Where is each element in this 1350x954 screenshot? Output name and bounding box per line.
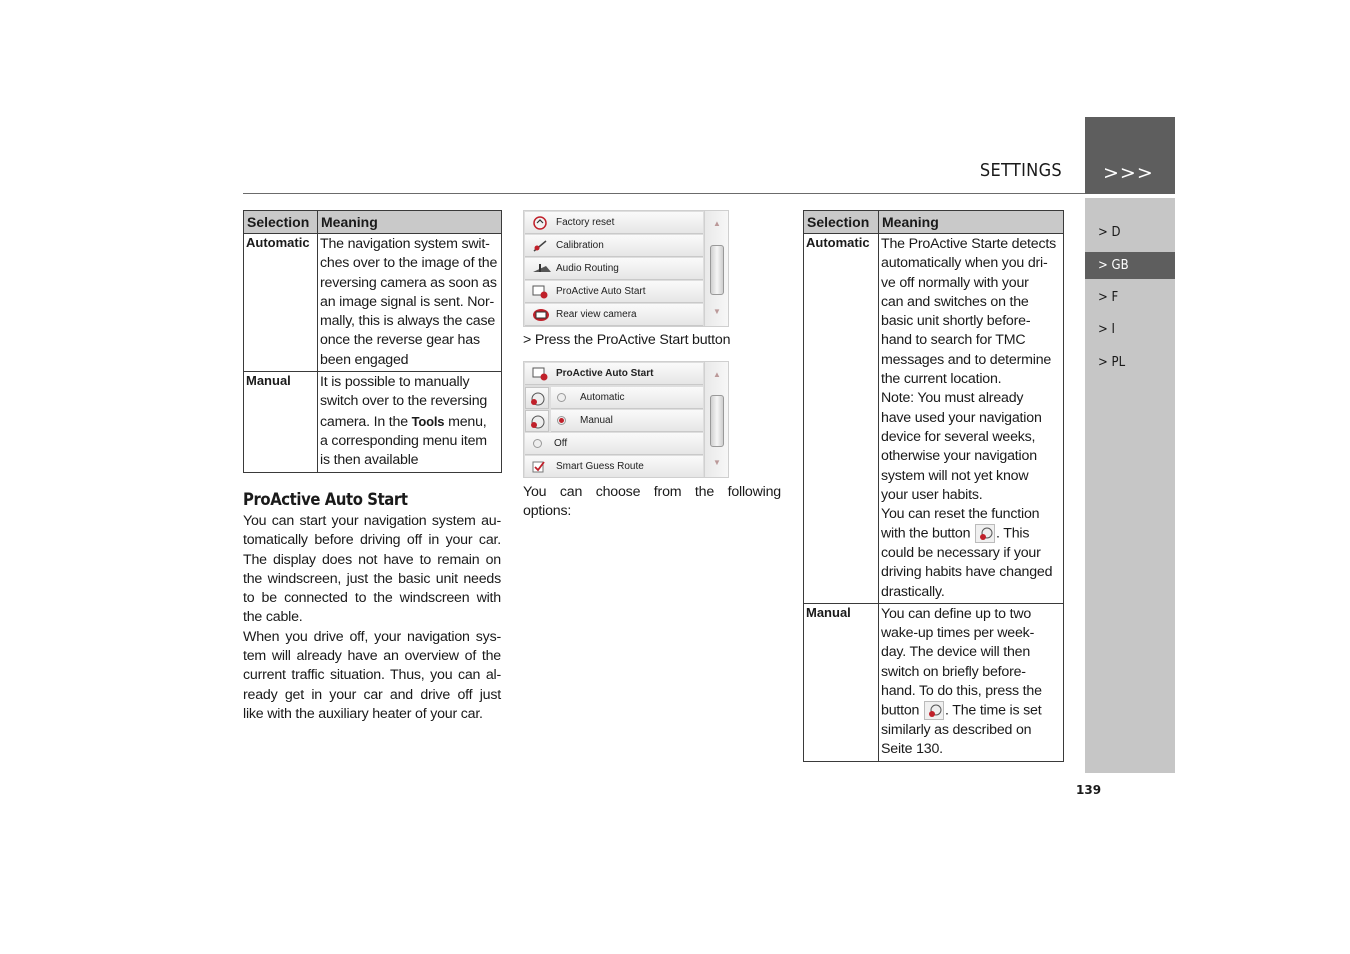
menu-rear-view-camera[interactable]: Rear view camera: [525, 304, 703, 326]
scroll-thumb[interactable]: [710, 245, 724, 295]
option-manual[interactable]: Manual: [551, 410, 703, 432]
checkbox-checked-icon[interactable]: [532, 460, 548, 474]
camera-selection-table: [243, 210, 502, 473]
factory-reset-icon: [532, 216, 548, 230]
options-scrollbar[interactable]: [704, 362, 728, 478]
next-arrows[interactable]: >>>: [1103, 162, 1154, 184]
wakeup-button-icon: [529, 413, 547, 431]
menu-scrollbar[interactable]: [704, 211, 728, 327]
col-header-meaning: Meaning: [318, 211, 502, 234]
row-meaning-manual: You can define up to two wake-up times per week- day. The device will then switch on briefly before- hand. To do this, press the button . The time is set similarly as described on Seite 130.: [879, 603, 1064, 761]
reset-button[interactable]: [525, 387, 549, 409]
proactive-start-icon: [532, 285, 548, 299]
rear-camera-icon: [532, 308, 548, 322]
section-body: You can start your navigation system au- tomatically before driving off in your car. The display does not have to remain on the windscreen, just the basic unit needs to be connected to the windscreen with the cable. When you drive off, your navigation sys- tem will already have an overview of the current traffic situation. Thus, you can al- ready get in your car and drive off just like with the auxiliary heater of your car.: [243, 513, 501, 722]
reset-button-icon: [975, 524, 995, 543]
col-header-meaning: Meaning: [879, 211, 1064, 234]
scroll-thumb[interactable]: [710, 395, 724, 447]
row-key-automatic: Automatic: [804, 234, 879, 604]
row-meaning-automatic: The ProActive Starte detects automatically when you dri- ve off normally with your can and switches on the basic unit shortly before- hand to search for TMC messages and to determine the current location. Note: You must already have used your navigation device for several weeks, otherwise your navigation system will not yet know your user habits. You can reset the function with the button . This could be necessary if your driving habits have changed drastically.: [879, 234, 1064, 604]
option-automatic[interactable]: Automatic: [551, 387, 703, 409]
wakeup-button[interactable]: [525, 410, 549, 432]
reset-button-icon: [529, 390, 547, 408]
proactive-title-bar: ProActive Auto Start: [525, 363, 703, 385]
menu-proactive-auto-start[interactable]: ProActive Auto Start: [525, 281, 703, 303]
lang-tab-d[interactable]: > D: [1098, 225, 1121, 240]
page-number: 139: [1076, 783, 1102, 797]
scroll-up-icon[interactable]: ▲: [713, 370, 721, 379]
option-off[interactable]: Off: [525, 433, 703, 455]
scroll-down-icon[interactable]: ▼: [713, 458, 721, 467]
lang-tab-f[interactable]: > F: [1098, 290, 1119, 305]
lang-tab-gb[interactable]: > GB: [1085, 252, 1175, 279]
section-heading: ProActive Auto Start: [243, 490, 408, 509]
press-button-instruction: > Press the ProActive Start button: [523, 332, 731, 348]
tools-menu-name: Tools: [411, 413, 445, 429]
row-key-manual: Manual: [244, 372, 318, 472]
row-key-automatic: Automatic: [244, 234, 318, 372]
lang-tab-pl[interactable]: > PL: [1098, 355, 1126, 370]
calibration-icon: [532, 239, 548, 253]
col-header-selection: Selection: [244, 211, 318, 234]
manual-radio[interactable]: [557, 416, 566, 425]
proactive-selection-table: [803, 210, 1064, 762]
proactive-start-icon: [532, 367, 548, 381]
menu-audio-routing[interactable]: Audio Routing: [525, 258, 703, 280]
audio-routing-icon: [532, 262, 548, 276]
off-radio[interactable]: [533, 439, 542, 448]
row-meaning-manual: It is possible to manually switch over to the reversing camera. In the Tools menu, a corresponding menu item is then available: [318, 372, 502, 472]
scroll-down-icon[interactable]: ▼: [713, 307, 721, 316]
row-meaning-automatic: The navigation system swit- ches over to the image of the reversing camera as soon as an image signal is sent. Nor- mally, this is always the case once the reverse gear has been engaged: [318, 234, 502, 372]
scroll-up-icon[interactable]: ▲: [713, 219, 721, 228]
menu-factory-reset[interactable]: Factory reset: [525, 212, 703, 234]
wakeup-button-icon: [924, 701, 944, 720]
col-header-selection: Selection: [804, 211, 879, 234]
option-smart-guess-route[interactable]: Smart Guess Route: [525, 456, 703, 478]
lang-tab-i[interactable]: > I: [1098, 322, 1115, 337]
language-sidebar: [1085, 198, 1175, 773]
section-title: SETTINGS: [979, 160, 1062, 181]
settings-menu-screenshot: [523, 210, 729, 327]
automatic-radio[interactable]: [557, 393, 566, 402]
proactive-options-screenshot: [523, 361, 729, 478]
row-key-manual: Manual: [804, 603, 879, 761]
header-rule: [243, 193, 1085, 194]
options-intro: You can choose from the following options:: [523, 484, 781, 520]
menu-calibration[interactable]: Calibration: [525, 235, 703, 257]
